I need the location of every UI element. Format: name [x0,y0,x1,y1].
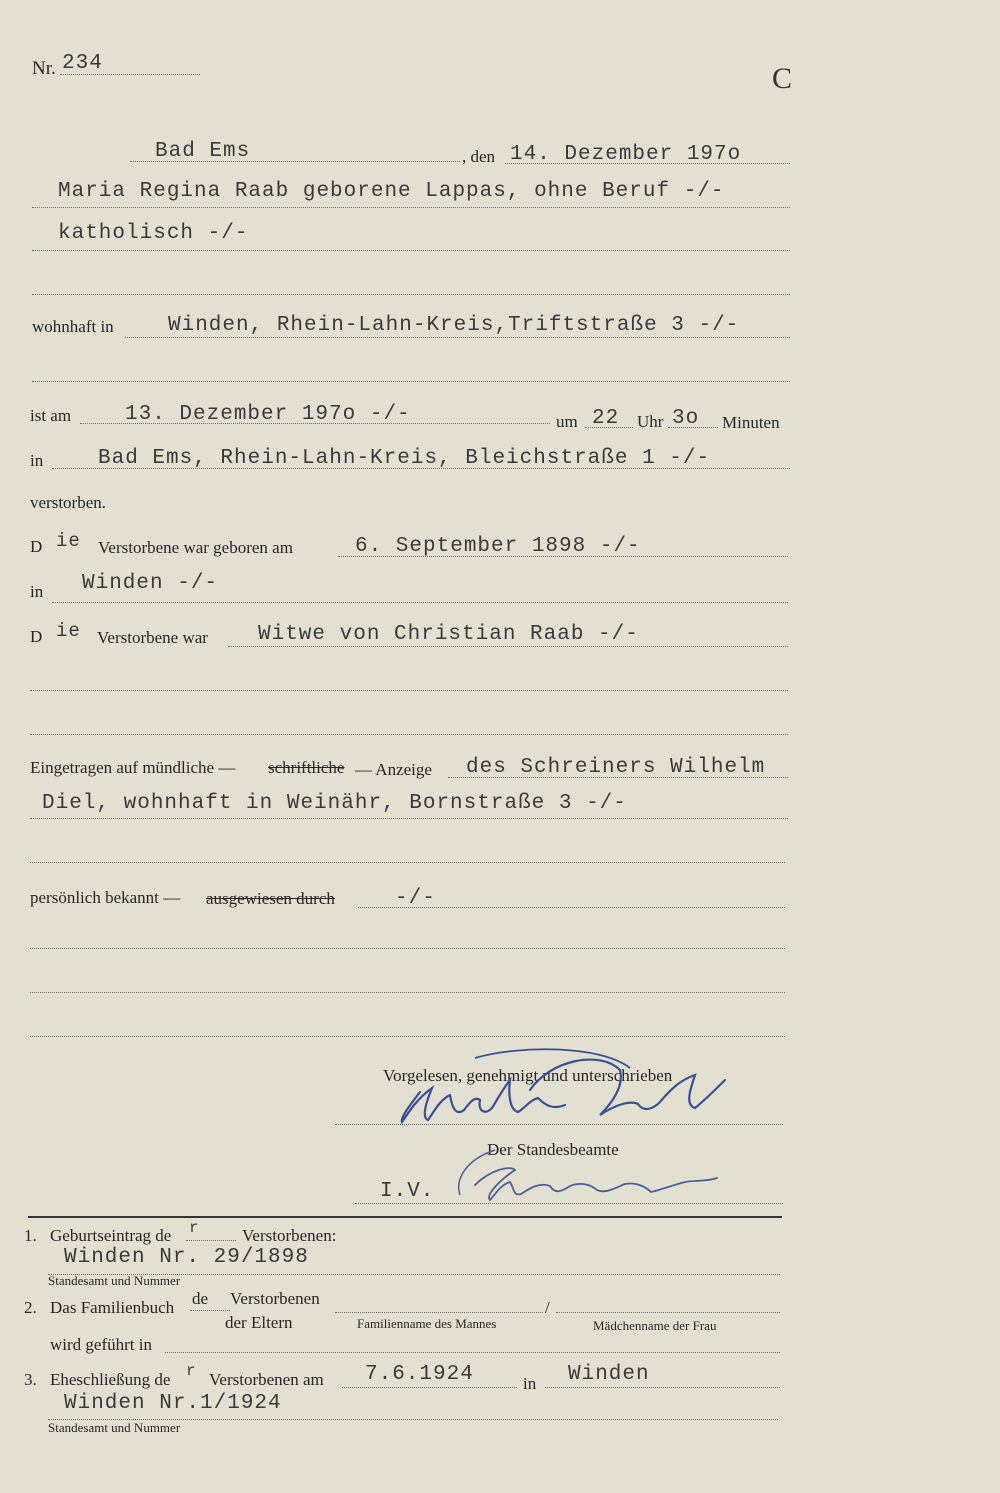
item3-suffix: r [186,1362,197,1380]
marital-text: Verstorbene war [97,628,208,647]
person-name-line: Maria Regina Raab geborene Lappas, ohne Beruf -/- [58,180,725,203]
item2-wife-dotline [556,1312,780,1313]
identification-struck: ausgewiesen durch [206,889,335,908]
line-5 [30,690,788,691]
death-date: 13. Dezember 197o -/- [125,403,411,426]
signature-official [455,1140,725,1210]
marital-value: Witwe von Christian Raab -/- [258,623,639,646]
nr-label: Nr. [32,58,56,79]
death-date-dotline [80,423,550,424]
residence: Winden, Rhein-Lahn-Kreis,Triftstraße 3 -/- [168,314,740,337]
registration-value-2: Diel, wohnhaft in Weinähr, Bornstraße 3 -/- [42,792,627,815]
item2-de-dotline [190,1310,230,1311]
item1-num: 1. [24,1226,37,1245]
item1-value: Winden Nr. 29/1898 [64,1246,309,1269]
birth-place-dotline [52,602,788,603]
item2-num: 2. [24,1298,37,1317]
item3-value: Winden Nr.1/1924 [64,1392,282,1415]
line-1 [32,207,790,208]
item1-label: Geburtseintrag de [50,1226,172,1245]
line-8 [30,948,785,949]
birth-d-label: D [30,537,43,556]
item2-husband-caption: Familienname des Mannes [357,1316,497,1331]
item1-suffix: r [189,1219,200,1237]
line-4 [32,381,790,382]
line-3 [32,294,790,295]
item3-label: Eheschließung de [50,1370,171,1389]
item2-top: Verstorbenen [230,1289,320,1308]
item2-husband-dotline [335,1312,543,1313]
den-label: , den [462,147,496,166]
item3-place-dotline [545,1387,780,1388]
footnote-rule [28,1216,782,1218]
item2-label: Das Familienbuch [50,1298,175,1317]
date-dotline [505,163,790,164]
read-approved-text: Vorgelesen, genehmigt und unterschrieben [383,1066,673,1085]
item3-in: in [523,1374,537,1393]
hour-dotline [585,427,633,428]
birth-in-label: in [30,582,44,601]
marital-d-suffix: ie [56,620,81,642]
item2-bottom: der Eltern [225,1313,293,1332]
birth-date-dotline [338,556,788,557]
item2-kept: wird geführt in [50,1335,152,1354]
residence-dotline [125,337,790,338]
line-10 [30,1036,785,1037]
registration-value-1: des Schreiners Wilhelm [466,756,766,779]
registration-struck: schriftliche [268,758,345,777]
item1-caption: Standesamt und Nummer [48,1273,181,1288]
official-label: Der Standesbeamte [487,1140,619,1159]
item1-label-b: Verstorbenen: [242,1226,337,1245]
identification-dotline [358,907,785,908]
marital-d-label: D [30,627,43,646]
item2-kept-dotline [165,1352,780,1353]
item3-place: Winden [568,1363,650,1386]
item3-num: 3. [24,1370,37,1389]
birth-date: 6. September 1898 -/- [355,535,641,558]
line-7 [30,862,785,863]
registration-dotline-2 [30,818,788,819]
death-minutes: 3o [672,407,700,430]
verstorben-label: verstorben. [30,493,107,512]
line-9 [30,992,785,993]
line-6 [30,734,788,735]
item3-date: 7.6.1924 [365,1363,474,1386]
nr-dotline [60,74,200,75]
place: Bad Ems [155,140,251,163]
minutes-dotline [668,427,718,428]
um-label: um [556,412,578,431]
signature-line-2 [355,1203,783,1204]
item3-label-b: Verstorbenen am [209,1370,324,1389]
item2-slash: / [545,1298,550,1317]
death-hour: 22 [592,407,620,430]
registration-dotline-1 [448,777,788,778]
birth-d-suffix: ie [56,530,81,552]
item2-wife-caption: Mädchenname der Frau [593,1318,717,1333]
in-label-death: in [30,451,44,470]
item1-suffix-dotline [186,1240,236,1241]
wohnhaft-label: wohnhaft in [32,317,114,336]
religion: katholisch -/- [58,222,249,245]
marital-dotline [228,646,788,647]
corner-letter: C [772,62,793,95]
birth-text: Verstorbene war geboren am [98,538,293,557]
item3-caption: Standesamt und Nummer [48,1420,181,1435]
place-dotline [130,161,460,162]
registration-label-a: Eingetragen auf mündliche — [30,758,236,777]
line-2 [32,250,790,251]
uhr-label: Uhr [637,412,664,431]
date: 14. Dezember 197o [510,143,742,166]
ist-am-label: ist am [30,406,72,425]
signature-wilhelm-diel [380,1050,740,1130]
nr-value: 234 [62,52,103,75]
item2-de: de [192,1289,209,1308]
birth-place: Winden -/- [82,572,219,595]
death-place: Bad Ems, Rhein-Lahn-Kreis, Bleichstraße 1 -/- [98,447,711,470]
identification-label: persönlich bekannt — [30,888,181,907]
item3-date-dotline [342,1387,517,1388]
registration-label-b: — Anzeige [355,760,432,779]
death-place-dotline [52,468,790,469]
identification-value: -/- [395,887,436,910]
minuten-label: Minuten [722,413,780,432]
iv-label: I.V. [380,1180,435,1203]
